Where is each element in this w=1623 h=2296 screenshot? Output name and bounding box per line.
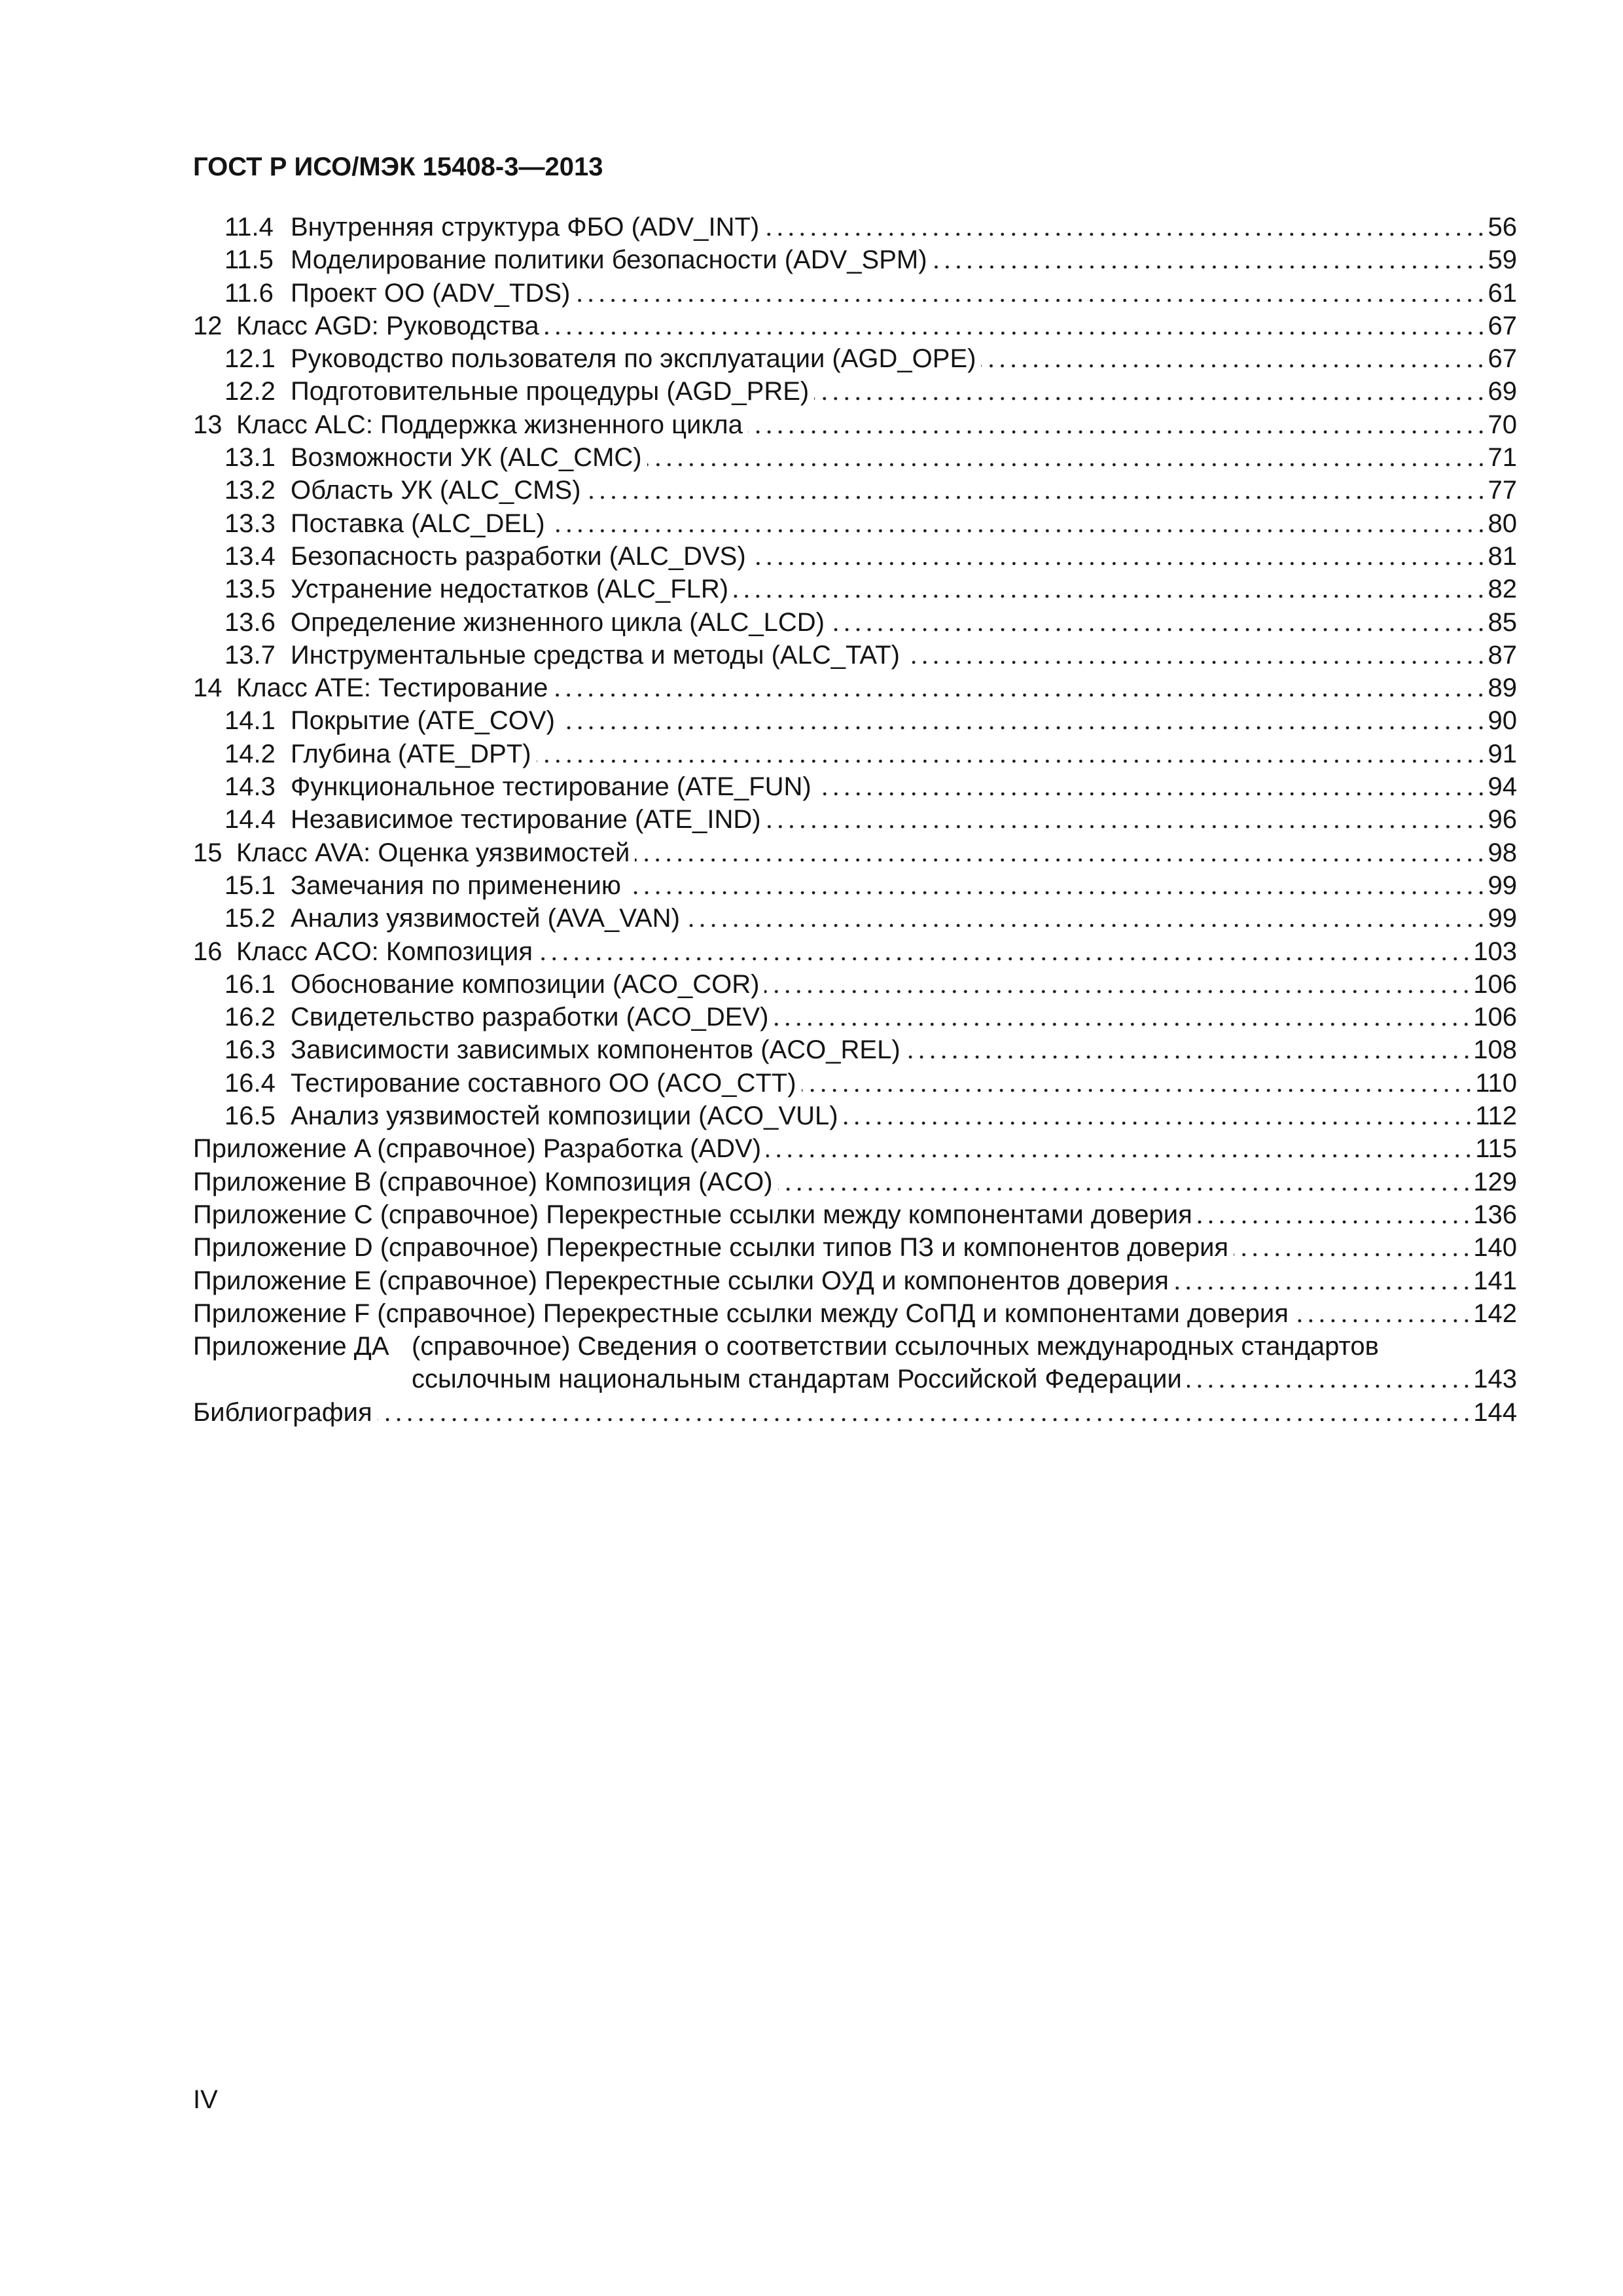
toc-entry-title: Тестирование составного ОО (ACO_CTT) xyxy=(291,1068,796,1098)
toc-entry-title: Свидетельство разработки (ACO_DEV) xyxy=(291,1003,769,1032)
toc-entry-page: 82 xyxy=(1488,575,1517,604)
dot-leader xyxy=(778,1166,1474,1198)
toc-entry-title: Глубина (ATE_DPT) xyxy=(291,739,531,768)
dot-leader xyxy=(830,606,1488,639)
toc-entry-number: 11.6 xyxy=(224,278,274,308)
toc-subsection-entry xyxy=(193,704,1517,737)
table-of-contents xyxy=(193,211,1517,1429)
toc-entry-title: Зависимости зависимых компонентов (ACO_REL) xyxy=(291,1035,901,1065)
toc-entry-title-continued: ссылочным национальным стандартам Российской Федерации xyxy=(412,1365,1182,1394)
dot-leader xyxy=(766,1132,1475,1165)
toc-entry-title: Независимое тестирование (ATE_IND) xyxy=(291,805,761,834)
toc-entry-title: Класс ALC: Поддержка жизненного цикла xyxy=(236,410,743,439)
toc-entry-title: Инструментальные средства и методы (ALC_TAT) xyxy=(291,640,900,670)
toc-entry-page: 106 xyxy=(1473,969,1517,999)
toc-entry-page: 61 xyxy=(1488,278,1517,308)
dot-leader xyxy=(751,540,1488,573)
dot-leader xyxy=(544,310,1488,342)
toc-subsection-entry xyxy=(193,1033,1517,1066)
dot-leader xyxy=(933,243,1488,276)
toc-entry-page: 71 xyxy=(1488,443,1517,473)
toc-appendix-entry xyxy=(193,1132,1517,1165)
toc-entry-title: Анализ уязвимостей (AVA_VAN) xyxy=(291,904,680,933)
dot-leader xyxy=(905,639,1488,672)
toc-entry-page: 80 xyxy=(1488,509,1517,538)
toc-appendix-entry xyxy=(193,1198,1517,1231)
page-number: IV xyxy=(193,2085,218,2114)
toc-entry-page: 115 xyxy=(1475,1134,1517,1164)
toc-entry-page: 96 xyxy=(1488,805,1517,834)
dot-leader xyxy=(537,738,1488,770)
dot-leader xyxy=(586,474,1488,507)
toc-appendix-entry xyxy=(193,1297,1517,1330)
toc-entry-number: 13.3 xyxy=(224,509,276,538)
toc-entry-title: Замечания по применению xyxy=(291,870,621,900)
dot-leader xyxy=(1234,1231,1473,1264)
toc-entry-number: 14.4 xyxy=(224,805,276,834)
toc-entry-page: 67 xyxy=(1488,344,1517,374)
toc-entry-number: 14.1 xyxy=(224,706,276,736)
toc-section-entry xyxy=(193,836,1517,869)
toc-entry-page: 112 xyxy=(1475,1102,1517,1131)
toc-entry-page: 141 xyxy=(1473,1266,1517,1295)
toc-subsection-entry xyxy=(193,1067,1517,1100)
dot-leader xyxy=(553,672,1488,704)
toc-subsection-entry xyxy=(193,540,1517,573)
toc-appendix-da-line-2 xyxy=(193,1363,1517,1395)
toc-entry-page: 70 xyxy=(1488,410,1517,439)
toc-entry-title: Моделирование политики безопасности (ADV_SPM) xyxy=(291,245,927,275)
toc-entry-page: 56 xyxy=(1488,213,1517,242)
toc-bibliography-entry xyxy=(193,1396,1517,1429)
dot-leader xyxy=(626,869,1488,902)
toc-entry-number: 16.2 xyxy=(224,1003,276,1032)
toc-entry-number: 12 xyxy=(193,311,223,340)
toc-entry-title: Подготовительные процедуры (AGD_PRE) xyxy=(291,377,810,406)
toc-entry-page: 77 xyxy=(1488,476,1517,505)
toc-entry-page: 99 xyxy=(1488,904,1517,933)
toc-entry-number: 11.5 xyxy=(224,245,274,275)
toc-subsection-entry xyxy=(193,803,1517,836)
toc-entry-title: Покрытие (ATE_COV) xyxy=(291,706,555,736)
dot-leader xyxy=(817,770,1488,803)
toc-entry-title: Устранение недостатков (ALC_FLR) xyxy=(291,575,729,604)
toc-entry-number: 13.2 xyxy=(224,476,276,505)
toc-entry-title: Приложение D (справочное) Перекрестные ссылки типов ПЗ и компонентов доверия xyxy=(193,1233,1229,1263)
toc-subsection-entry xyxy=(193,243,1517,276)
dot-leader xyxy=(981,342,1488,375)
dot-leader xyxy=(802,1067,1476,1100)
toc-entry-title: Руководство пользователя по эксплуатации (AGD_OPE) xyxy=(291,344,976,374)
toc-subsection-entry xyxy=(193,606,1517,639)
toc-subsection-entry xyxy=(193,573,1517,605)
dot-leader xyxy=(575,277,1488,310)
toc-entry-page: 99 xyxy=(1488,870,1517,900)
toc-entry-title: Приложение A (справочное) Разработка (ADV) xyxy=(193,1134,762,1164)
dot-leader xyxy=(647,441,1488,474)
toc-entry-page: 110 xyxy=(1475,1068,1517,1098)
dot-leader xyxy=(844,1100,1476,1132)
dot-leader xyxy=(766,803,1488,836)
toc-entry-number: 16 xyxy=(193,937,223,966)
toc-entry-title: Класс AGD: Руководства xyxy=(236,311,539,340)
toc-entry-page: 136 xyxy=(1473,1200,1517,1229)
dot-leader xyxy=(906,1033,1474,1066)
toc-subsection-entry xyxy=(193,639,1517,672)
toc-entry-title: Анализ уязвимостей композиции (ACO_VUL) xyxy=(291,1102,838,1131)
dot-leader xyxy=(1174,1265,1473,1297)
dot-leader xyxy=(814,375,1488,408)
toc-entry-page: 108 xyxy=(1473,1035,1517,1065)
toc-entry-title: Приложение B (справочное) Композиция (ACO) xyxy=(193,1167,773,1196)
toc-entry-number: 16.3 xyxy=(224,1035,276,1065)
toc-subsection-entry xyxy=(193,1100,1517,1132)
toc-appendix-entry xyxy=(193,1231,1517,1264)
toc-appendix-entry xyxy=(193,1166,1517,1198)
toc-subsection-entry xyxy=(193,738,1517,770)
dot-leader xyxy=(635,836,1488,869)
toc-entry-page: 142 xyxy=(1473,1299,1517,1328)
toc-section-entry xyxy=(193,310,1517,342)
dot-leader xyxy=(1294,1297,1473,1330)
dot-leader xyxy=(550,507,1488,540)
toc-subsection-entry xyxy=(193,277,1517,310)
toc-subsection-entry xyxy=(193,211,1517,243)
toc-entry-number: 13.6 xyxy=(224,607,276,637)
document-header: ГОСТ Р ИСО/МЭК 15408-3—2013 xyxy=(193,152,603,181)
toc-entry-page: 94 xyxy=(1488,772,1517,802)
toc-entry-page: 59 xyxy=(1488,245,1517,275)
toc-appendix-entry xyxy=(193,1265,1517,1297)
toc-entry-title: Возможности УК (ALC_CMC) xyxy=(291,443,642,473)
toc-entry-page: 89 xyxy=(1488,673,1517,703)
toc-section-entry xyxy=(193,672,1517,704)
dot-leader xyxy=(685,902,1488,935)
toc-entry-number: 12.2 xyxy=(224,377,276,406)
toc-entry-title: Внутренняя структура ФБО (ADV_INT) xyxy=(291,213,760,242)
toc-entry-title: Приложение F (справочное) Перекрестные ссылки между СоПД и компонентами доверия xyxy=(193,1299,1289,1328)
dot-leader xyxy=(734,573,1488,605)
toc-subsection-entry xyxy=(193,441,1517,474)
toc-subsection-entry xyxy=(193,968,1517,1001)
toc-entry-page: 85 xyxy=(1488,607,1517,637)
toc-entry-title: Определение жизненного цикла (ALC_LCD) xyxy=(291,607,825,637)
toc-entry-page: 67 xyxy=(1488,311,1517,340)
dot-leader xyxy=(378,1396,1474,1429)
toc-entry-page: 143 xyxy=(1473,1365,1517,1394)
toc-subsection-entry xyxy=(193,1001,1517,1033)
toc-entry-title: (справочное) Сведения о соответствии ссылочных международных стандартов xyxy=(412,1332,1379,1361)
toc-entry-title: Область УК (ALC_CMS) xyxy=(291,476,581,505)
toc-entry-number: 11.4 xyxy=(224,213,274,242)
toc-entry-page: 106 xyxy=(1473,1003,1517,1032)
toc-entry-number: 14.3 xyxy=(224,772,276,802)
toc-entry-page: 98 xyxy=(1488,838,1517,867)
toc-entry-number: 16.1 xyxy=(224,969,276,999)
toc-entry-page: 81 xyxy=(1488,541,1517,571)
toc-entry-number: 13.5 xyxy=(224,575,276,604)
toc-section-entry xyxy=(193,935,1517,968)
toc-entry-page: 103 xyxy=(1473,937,1517,966)
toc-entry-number: 13.7 xyxy=(224,640,276,670)
toc-entry-number: 16.4 xyxy=(224,1068,276,1098)
toc-entry-number: 13.4 xyxy=(224,541,276,571)
toc-entry-page: 140 xyxy=(1473,1233,1517,1263)
dot-leader xyxy=(764,211,1488,243)
toc-entry-title: Класс AVA: Оценка уязвимостей xyxy=(236,838,630,867)
toc-entry-title: Библиография xyxy=(193,1397,372,1427)
toc-entry-number: 14 xyxy=(193,673,223,703)
dot-leader xyxy=(538,935,1473,968)
dot-leader xyxy=(774,1001,1473,1033)
toc-subsection-entry xyxy=(193,770,1517,803)
toc-entry-title: Приложение E (справочное) Перекрестные ссылки ОУД и компонентов доверия xyxy=(193,1266,1169,1295)
toc-entry-number: 13.1 xyxy=(224,443,276,473)
toc-entry-page: 144 xyxy=(1473,1397,1517,1427)
toc-entry-title: Приложение C (справочное) Перекрестные ссылки между компонентами доверия xyxy=(193,1200,1192,1229)
dot-leader xyxy=(560,704,1488,737)
toc-entry-page: 90 xyxy=(1488,706,1517,736)
dot-leader xyxy=(1198,1198,1473,1231)
toc-appendix-label: Приложение ДА xyxy=(193,1332,389,1361)
toc-entry-number: 15.2 xyxy=(224,904,276,933)
toc-entry-title: Функциональное тестирование (ATE_FUN) xyxy=(291,772,812,802)
toc-subsection-entry xyxy=(193,342,1517,375)
toc-entry-page: 129 xyxy=(1473,1167,1517,1196)
toc-entry-number: 12.1 xyxy=(224,344,276,374)
toc-entry-title: Поставка (ALC_DEL) xyxy=(291,509,545,538)
toc-entry-title: Безопасность разработки (ALC_DVS) xyxy=(291,541,746,571)
toc-subsection-entry xyxy=(193,902,1517,935)
toc-subsection-entry xyxy=(193,869,1517,902)
toc-subsection-entry xyxy=(193,474,1517,507)
toc-entry-title: Класс ACO: Композиция xyxy=(236,937,533,966)
toc-entry-number: 15 xyxy=(193,838,223,867)
toc-appendix-da-line-1 xyxy=(193,1330,1517,1363)
toc-entry-number: 16.5 xyxy=(224,1102,276,1131)
dot-leader xyxy=(764,968,1473,1001)
toc-section-entry xyxy=(193,408,1517,441)
toc-entry-page: 87 xyxy=(1488,640,1517,670)
dot-leader xyxy=(1187,1363,1473,1395)
toc-entry-page: 69 xyxy=(1488,377,1517,406)
toc-entry-page: 91 xyxy=(1488,739,1517,768)
toc-entry-number: 14.2 xyxy=(224,739,276,768)
dot-leader xyxy=(748,408,1488,441)
toc-entry-title: Обоснование композиции (ACO_COR) xyxy=(291,969,760,999)
toc-entry-number: 13 xyxy=(193,410,223,439)
toc-entry-title: Проект ОО (ADV_TDS) xyxy=(291,278,571,308)
toc-entry-number: 15.1 xyxy=(224,870,276,900)
toc-subsection-entry xyxy=(193,507,1517,540)
toc-entry-title: Класс ATE: Тестирование xyxy=(236,673,548,703)
toc-subsection-entry xyxy=(193,375,1517,408)
